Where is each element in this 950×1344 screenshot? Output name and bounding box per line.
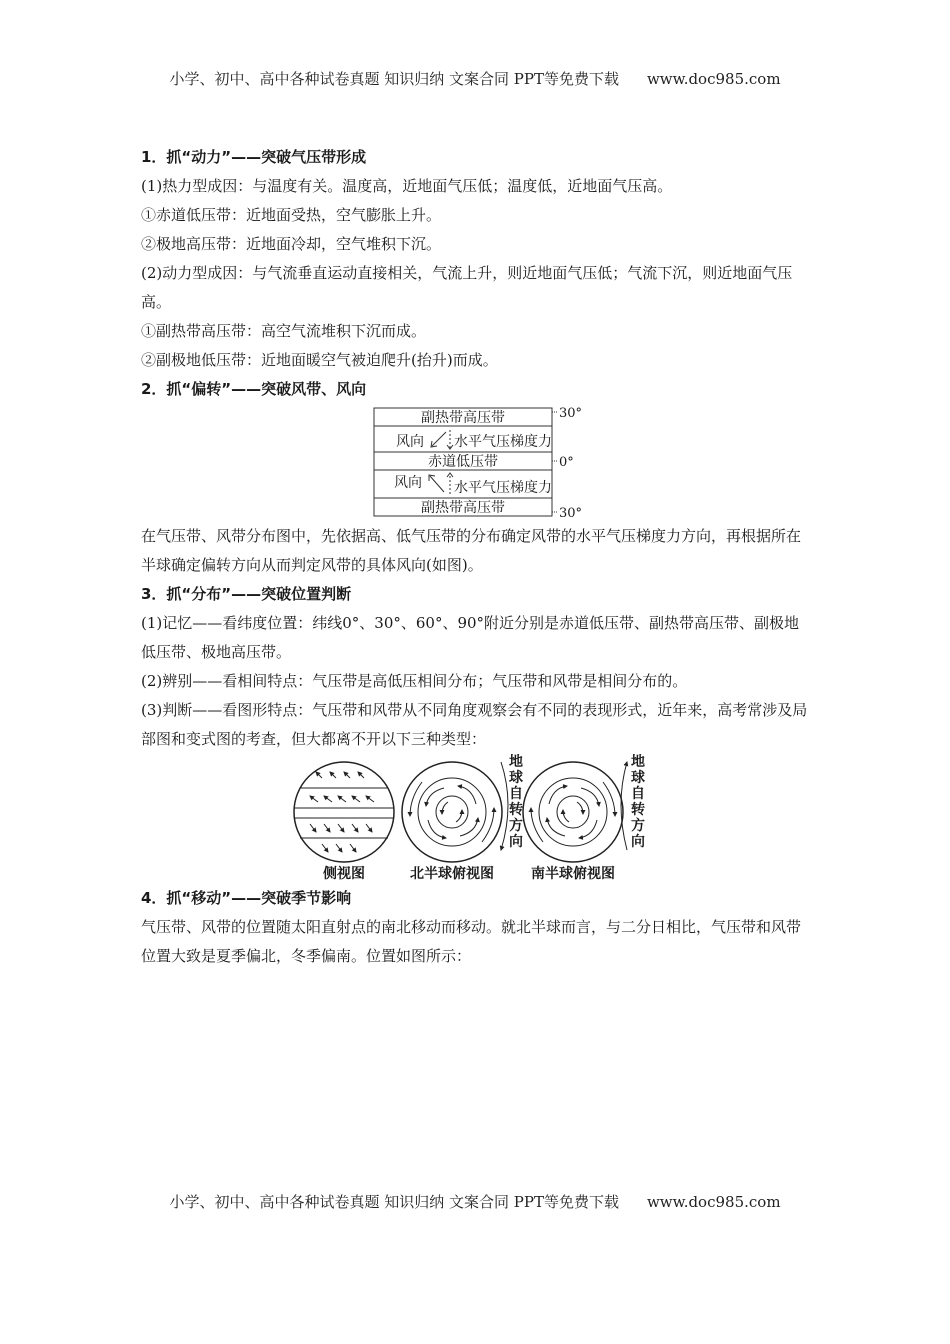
lat-label-top: 30° [559,406,583,421]
south-ring [539,778,607,846]
rot-char: 方 [509,818,523,834]
force-label-lower: 水平气压梯度力 [454,480,552,496]
header-text: 小学、初中、高中各种试卷真题 知识归纳 文案合同 PPT等免费下载 [169,70,619,88]
row-label-equatorial-low: 赤道低压带 [428,454,498,470]
rot-char: 转 [509,802,523,818]
section4-title: 4．抓“移动”——突破季节影响 [141,889,352,907]
wind-mark [310,796,318,802]
wind-arrow-upper [432,432,446,446]
rotation-label-2 [631,754,645,850]
wind-mark [366,824,372,832]
wind-mark [458,786,476,804]
wind-mark [352,824,358,832]
lat-label-bot: 30° [559,506,583,521]
rot-char: 向 [509,834,523,850]
header-site: www.doc985.com [646,70,781,88]
wind-mark [577,802,583,814]
wind-mark [310,824,316,832]
section1-p1: (1)热力型成因：与温度有关。温度高，近地面气压低；温度低，近地面气压高。 [141,177,673,195]
rot-char: 方 [631,818,645,834]
wind-mark [579,820,597,838]
wind-mark [350,844,356,852]
section1-p5: ①副热带高压带：高空气流堆积下沉而成。 [141,322,427,340]
wind-mark [366,796,374,802]
wind-mark [324,824,330,832]
wind-mark [563,810,569,822]
rot-char: 自 [509,786,523,802]
section4-p1: 气压带、风带的位置随太阳直射点的南北移动而移动。就北半球而言，与二分日相比，气压带和风带位置大致是夏季偏北，冬季偏南。位置如图所示： [141,918,802,965]
caption-south-view: 南半球俯视图 [531,866,615,882]
footer-text: 小学、初中、高中各种试卷真题 知识归纳 文案合同 PPT等免费下载 [169,1193,619,1211]
rot-char: 转 [631,802,645,818]
wind-mark [324,796,332,802]
wind-mark [338,824,344,832]
wind-mark [344,772,350,778]
wind-label-lower: 风向 [394,475,422,491]
wind-mark [456,810,462,822]
rot-char: 球 [509,770,523,786]
main-content [141,143,811,971]
wind-mark [330,772,336,778]
section1-title: 1．抓“动力”——突破气压带形成 [141,148,367,166]
wind-mark [352,796,360,802]
south-ring [557,796,589,828]
wind-mark [547,818,565,836]
south-top-view [523,762,623,862]
rot-char: 球 [631,770,645,786]
rot-char: 地 [509,754,523,770]
page-header [0,68,950,89]
wind-mark [426,788,444,806]
wind-arrow-lower [430,476,444,492]
section1-p2: ①赤道低压带：近地面受热，空气膨胀上升。 [141,206,442,224]
footer-site: www.doc985.com [646,1193,781,1211]
section1-p4: (2)动力型成因：与气流垂直运动直接相关，气流上升，则近地面气压低；气流下沉，则近地面气压高。 [141,264,793,311]
north-ring [418,778,486,846]
rot-char: 地 [631,754,645,770]
wind-mark [549,786,567,804]
wind-mark [316,772,322,778]
wind-mark [428,820,446,838]
caption-side-view: 侧视图 [323,866,365,882]
side-view [294,762,394,862]
south-view-circle [523,762,623,862]
section1-p3: ②极地高压带：近地面冷却，空气堆积下沉。 [141,235,442,253]
wind-mark [581,788,599,806]
wind-mark [358,772,364,778]
wind-mark [336,844,342,852]
rotation-label-1 [509,754,523,850]
wind-band-figure [141,404,811,522]
page-footer [0,1191,950,1212]
three-views-diagram [141,754,811,884]
section3-p3: (3)判断——看图形特点：气压带和风带从不同角度观察会有不同的表现形式，近年来，高考常涉及局部图和变式图的考查，但大都离不开以下三种类型： [141,701,808,748]
section3-p2: (2)辨别——看相间特点：气压带是高低压相间分布；气压带和风带是相间分布的。 [141,672,688,690]
rot-char: 自 [631,786,645,802]
force-label-upper: 水平气压梯度力 [454,434,552,450]
section2-title: 2．抓“偏转”——突破风带、风向 [141,380,367,398]
wind-mark [460,818,478,836]
north-ring [436,796,468,828]
wind-mark [322,844,328,852]
three-views-figure [141,754,811,884]
row-label-subtropical-high-bottom: 副热带高压带 [421,500,505,516]
section3-p1: (1)记忆——看纬度位置：纬线0°、30°、60°、90°附近分别是赤道低压带、副热带高压带、副极地低压带、极地高压带。 [141,614,800,661]
north-top-view [402,762,502,862]
side-view-circle [294,762,394,862]
rot-char: 向 [631,834,645,850]
row-label-subtropical-high-top: 副热带高压带 [421,410,505,426]
section1-p6: ②副极地低压带：近地面暖空气被迫爬升(抬升)而成。 [141,351,498,369]
wind-band-diagram [141,404,811,522]
wind-mark [442,802,448,814]
lat-label-mid: 0° [559,455,574,470]
north-view-circle [402,762,502,862]
section2-p1: 在气压带、风带分布图中，先依据高、低气压带的分布确定风带的水平气压梯度力方向，再根据所在半球确定偏转方向从而判定风带的具体风向(如图)。 [141,527,802,574]
wind-label-upper: 风向 [396,434,424,450]
caption-north-view: 北半球俯视图 [410,866,494,882]
section3-title: 3．抓“分布”——突破位置判断 [141,585,352,603]
wind-mark [338,796,346,802]
